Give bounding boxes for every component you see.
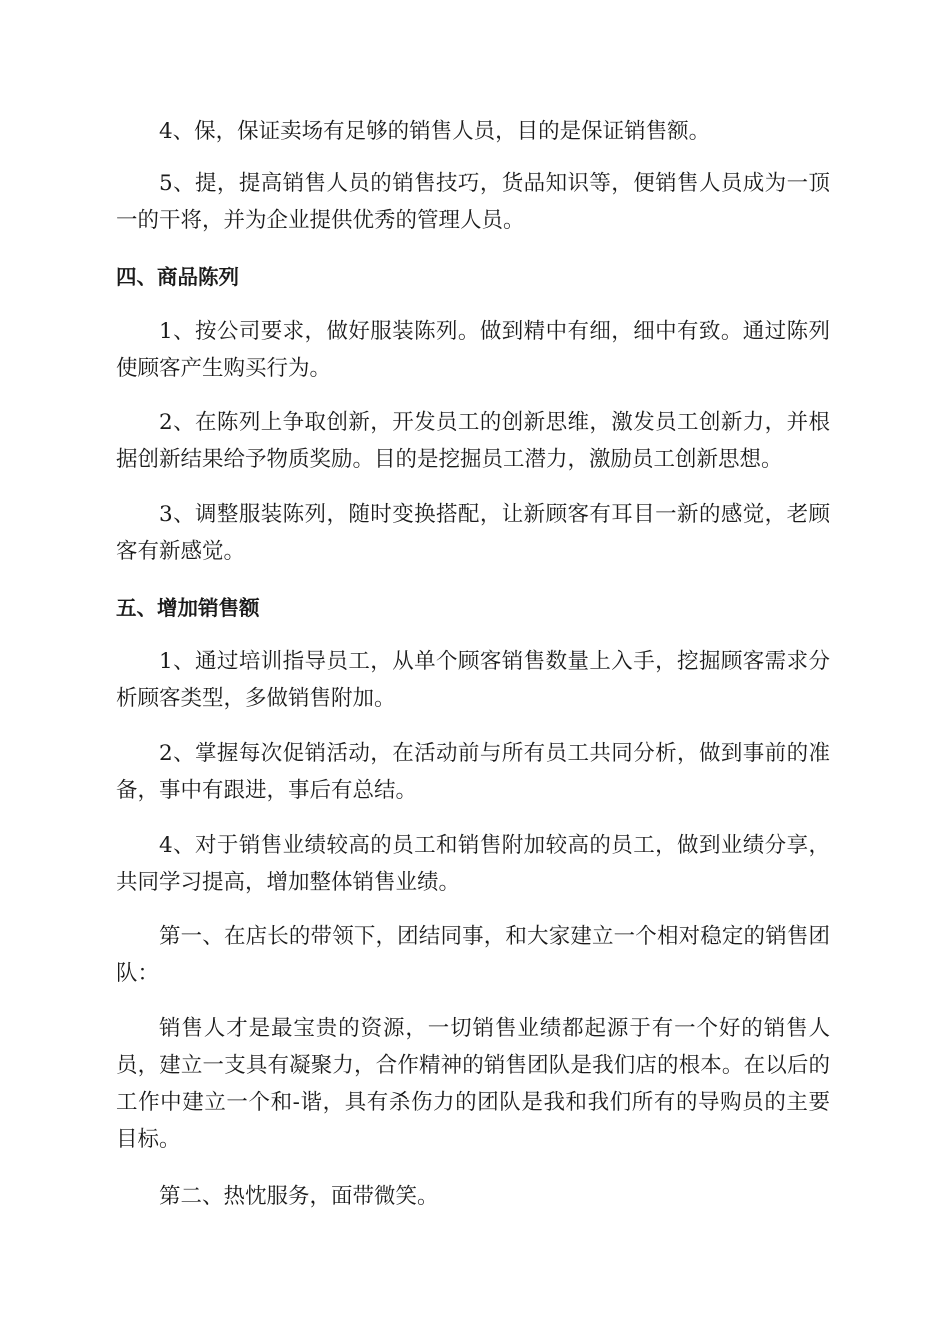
paragraph-6: 1、通过培训指导员工，从单个顾客销售数量上入手，挖掘顾客需求分析顾客类型，多做销售附加。 bbox=[116, 649, 830, 711]
paragraph-5: 3、调整服装陈列，随时变换搭配，让新顾客有耳目一新的感觉，老顾客有新感觉。 bbox=[116, 502, 830, 564]
section-heading-4: 四、商品陈列 bbox=[116, 265, 239, 289]
paragraph-9: 第一、在店长的带领下，团结同事，和大家建立一个相对稳定的销售团队： bbox=[116, 924, 830, 986]
paragraph-10: 销售人才是最宝贵的资源，一切销售业绩都起源于有一个好的销售人员，建立一支具有凝聚力，合作精神的销售团队是我们店的根本。在以后的工作中建立一个和-谐，具有杀伤力的团队是我和我们所有的导购员的主要目标。 bbox=[116, 1016, 830, 1152]
paragraph-4: 2、在陈列上争取创新，开发员工的创新思维，激发员工创新力，并根据创新结果给予物质奖励。目的是挖掘员工潜力，激励员工创新思想。 bbox=[116, 410, 830, 472]
paragraph-2: 5、提，提高销售人员的销售技巧，货品知识等，便销售人员成为一顶一的干将，并为企业提供优秀的管理人员。 bbox=[116, 171, 830, 233]
paragraph-7: 2、掌握每次促销活动，在活动前与所有员工共同分析，做到事前的准备，事中有跟进，事后有总结。 bbox=[116, 741, 830, 803]
paragraph-11: 第二、热忱服务，面带微笑。 bbox=[159, 1184, 439, 1209]
paragraph-3: 1、按公司要求，做好服装陈列。做到精中有细，细中有致。通过陈列使顾客产生购买行为。 bbox=[116, 319, 830, 381]
paragraph-8: 4、对于销售业绩较高的员工和销售附加较高的员工，做到业绩分享，共同学习提高，增加整体销售业绩。 bbox=[116, 833, 830, 895]
paragraph-1: 4、保，保证卖场有足够的销售人员，目的是保证销售额。 bbox=[159, 119, 711, 144]
section-heading-5: 五、增加销售额 bbox=[116, 596, 260, 620]
